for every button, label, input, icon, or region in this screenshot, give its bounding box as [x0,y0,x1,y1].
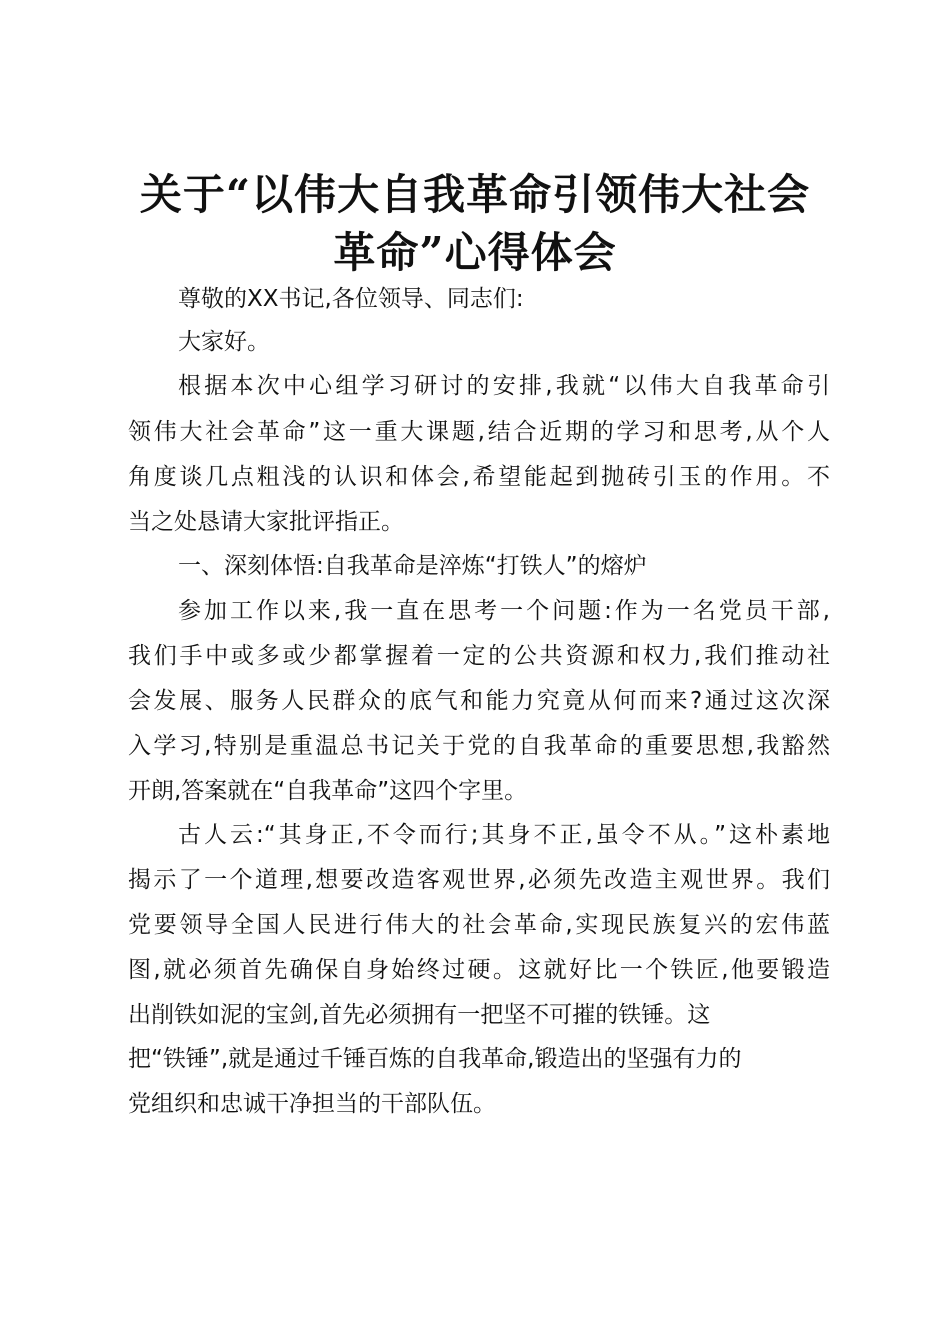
paragraph-line: 参加工作以来,我一直在思考一个问题:作为一名党员干部, [178,598,830,624]
paragraph-line: 会发展、服务人民群众的底气和能力究竟从何而来?通过这次深 [128,688,830,714]
section-heading: 一、深刻体悟:自我革命是淬炼“打铁人”的熔炉 [178,553,647,579]
greeting: 大家好。 [178,329,270,355]
paragraph-line: 图,就必须首先确保自身始终过硬。这就好比一个铁匠,他要锻造 [128,957,830,983]
paragraph-line: 出削铁如泥的宝剑,首先必须拥有一把坚不可摧的铁锤。这 [128,1002,711,1028]
salutation: 尊敬的XX书记,各位领导、同志们: [178,286,524,312]
paragraph-line: 党要领导全国人民进行伟大的社会革命,实现民族复兴的宏伟蓝 [128,912,830,938]
paragraph-line: 古人云:“其身正,不令而行;其身不正,虽令不从。”这朴素地 [178,822,830,848]
paragraph-line: 根据本次中心组学习研讨的安排,我就“以伟大自我革命引 [178,373,830,399]
paragraph-line: 开朗,答案就在“自我革命”这四个字里。 [128,778,528,804]
paragraph-line: 入学习,特别是重温总书记关于党的自我革命的重要思想,我豁然 [128,733,830,759]
document-title: 关于“以伟大自我革命引领伟大社会革命”心得体会 [139,170,811,277]
paragraph-line: 揭示了一个道理,想要改造客观世界,必须先改造主观世界。我们 [128,867,830,893]
paragraph-line: 角度谈几点粗浅的认识和体会,希望能起到抛砖引玉的作用。不 [128,464,830,490]
paragraph-line: 当之处恳请大家批评指正。 [128,509,404,535]
paragraph-line: 领伟大社会革命”这一重大课题,结合近期的学习和思考,从个人 [128,419,830,445]
paragraph-line: 党组织和忠诚干净担当的干部队伍。 [128,1091,496,1117]
paragraph-line: 把“铁锤”,就是通过千锤百炼的自我革命,锻造出的坚强有力的 [128,1046,742,1072]
paragraph-line: 我们手中或多或少都掌握着一定的公共资源和权力,我们推动社 [128,643,830,669]
